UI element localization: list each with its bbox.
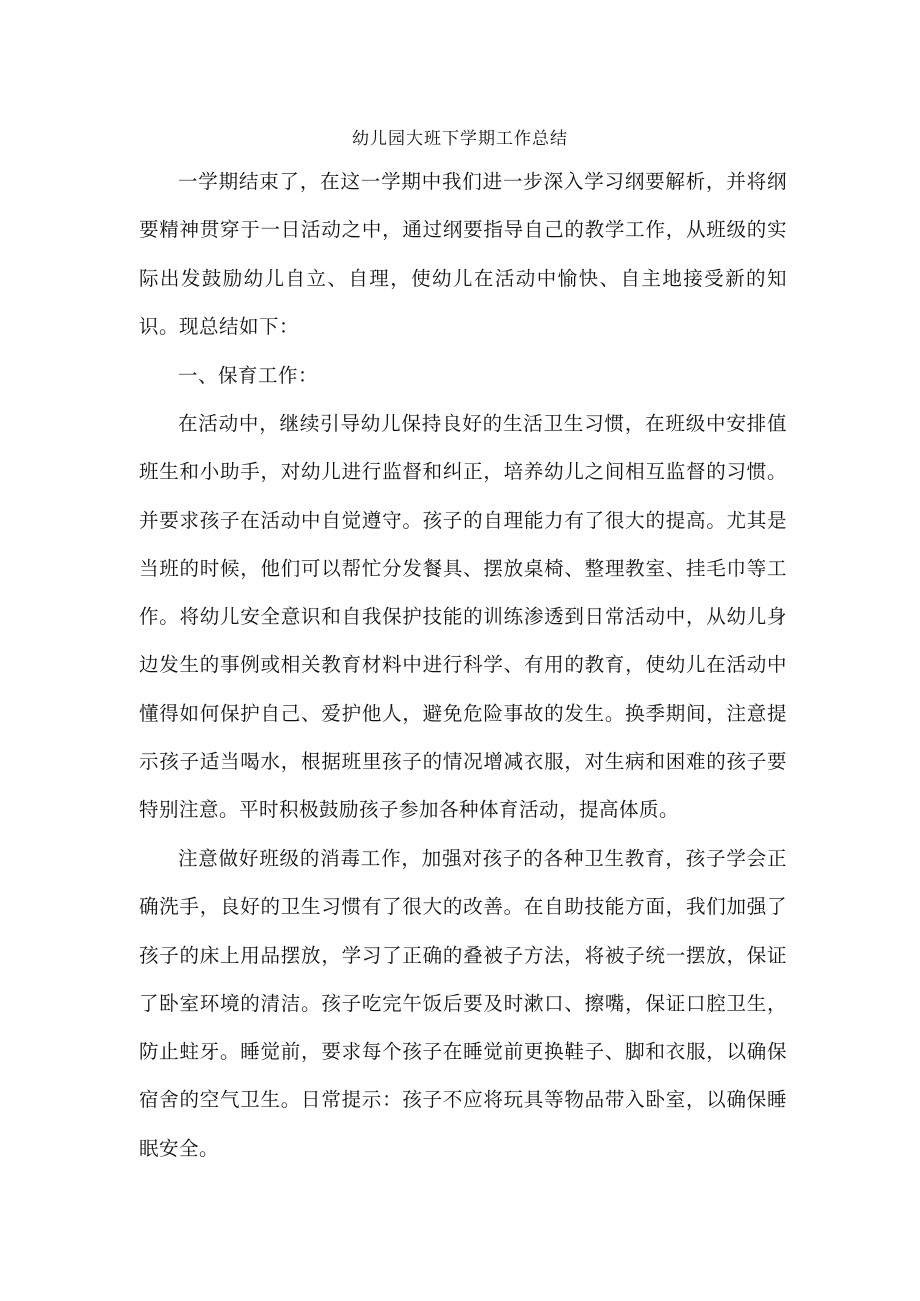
paragraph-daily-habits: 在活动中，继续引导幼儿保持良好的生活卫生习惯，在班级中安排值班生和小助手，对幼儿进行监督和纠正，培养幼儿之间相互监督的习惯。并要求孩子在活动中自觉遵守。孩子的自理能力有了很大的提高。尤其是当班的时候，他们可以帮忙分发餐具、摆放桌椅、整理教室、挂毛巾等工作。将幼儿安全意识和自我保护技能的训练渗透到日常活动中，从幼儿身边发生的事例或相关教育材料中进行科学、有用的教育，使幼儿在活动中懂得如何保护自己、爱护他人，避免危险事故的发生。换季期间，注意提示孩子适当喝水，根据班里孩子的情况增减衣服，对生病和困难的孩子要特别注意。平时积极鼓励孩子参加各种体育活动，提高体质。 xyxy=(139,412,787,822)
document-title: 幼儿园大班下学期工作总结 xyxy=(352,129,568,149)
paragraph-intro: 一学期结束了，在这一学期中我们进一步深入学习纲要解析，并将纲要精神贯穿于一日活动之中，通过纲要指导自己的教学工作，从班级的实际出发鼓励幼儿自立、自理，使幼儿在活动中愉快、自主地接受新的知识。现总结如下： xyxy=(139,170,787,338)
section-heading-care-work: 一、保育工作： xyxy=(178,364,319,387)
paragraph-hygiene: 注意做好班级的消毒工作，加强对孩子的各种卫生教育，孩子学会正确洗手，良好的卫生习惯有了很大的改善。在自助技能方面，我们加强了孩子的床上用品摆放，学习了正确的叠被子方法，将被子统一摆放，保证了卧室环境的清洁。孩子吃完午饭后要及时漱口、擦嘴，保证口腔卫生，防止蛀牙。睡觉前，要求每个孩子在睡觉前更换鞋子、脚和衣服，以确保宿舍的空气卫生。日常提示：孩子不应将玩具等物品带入卧室，以确保睡眠安全。 xyxy=(139,847,787,1160)
